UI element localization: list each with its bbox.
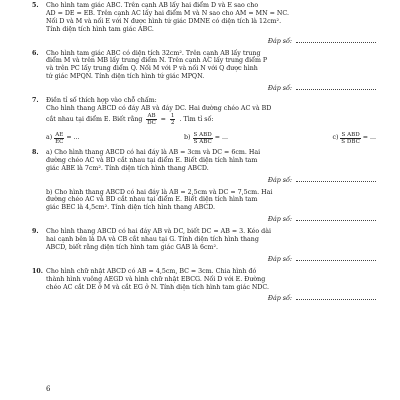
problem-text-line: Cho hình thang ABCD có đáy AB và đáy DC. Hai đường chéo AC và BD bbox=[46, 104, 272, 112]
problem-7 bbox=[32, 97, 376, 145]
page-number: 6 bbox=[46, 385, 51, 394]
answer-line bbox=[46, 175, 376, 185]
problem-number: 6. bbox=[32, 49, 39, 57]
answer-blank[interactable] bbox=[296, 293, 376, 300]
problem-8 bbox=[32, 148, 376, 224]
problem-text-line: ABCD, biết rằng diện tích hình tam giác GAB là 6cm². bbox=[46, 243, 218, 251]
answer-blank[interactable] bbox=[296, 83, 376, 90]
problem-9 bbox=[32, 228, 376, 264]
problem-text-line: chéo AC cắt DE ở M và cắt EG ở N. Tính diện tích hình tam giác NDC. bbox=[46, 283, 270, 291]
fraction-numerator: 1 bbox=[170, 112, 175, 119]
problem-text-line: Cho hình thang ABCD có hai đáy AB và DC, biết DC = AB = 3. Kéo dài bbox=[46, 228, 271, 236]
option-blank: = ... bbox=[214, 134, 229, 142]
fraction-denominator: EC bbox=[55, 138, 64, 145]
answer-label: Đáp số: bbox=[267, 216, 292, 224]
problem-text-line: AD = DE = EB. Trên cạnh AC lấy hai điểm M và N sao cho AM = MN = NC. bbox=[46, 9, 289, 17]
problem-text-line: đường chéo AC và BD cắt nhau tại điểm E. Biết diện tích hình tam bbox=[46, 156, 258, 164]
option-fraction bbox=[193, 132, 213, 145]
problem-10 bbox=[32, 267, 376, 304]
answer-line bbox=[46, 254, 376, 264]
problem-text-line: điểm M và trên MB lấy trung điểm N. Trên cạnh AC lấy trung điểm P bbox=[46, 57, 268, 65]
problem-text-line: b) Cho hình thang ABCD có hai đáy là AB = 2,5cm và DC = 7,5cm. Hai bbox=[46, 188, 273, 196]
problem-text-line: Điền tỉ số thích hợp vào chỗ chấm: bbox=[46, 97, 157, 105]
answer-line bbox=[46, 214, 376, 224]
answer-blank[interactable] bbox=[296, 214, 376, 221]
answer-label: Đáp số: bbox=[267, 176, 292, 184]
problem-text-line: và trên PC lấy trung điểm Q. Nối M với P và nối N với Q được hình bbox=[46, 65, 258, 73]
option-label: b) bbox=[184, 134, 191, 142]
fraction-numerator: AE bbox=[55, 131, 64, 138]
problem-text-line: giác ABE là 7cm². Tính diện tích hình thang ABCD. bbox=[46, 164, 209, 172]
fraction-denominator: S DBC bbox=[341, 138, 360, 145]
problem-text: . Tìm tỉ số: bbox=[179, 115, 214, 123]
problem-number: 9. bbox=[32, 228, 39, 236]
answer-line bbox=[46, 36, 376, 46]
equals-sign: = bbox=[160, 115, 166, 123]
fraction-numerator: S ABD bbox=[193, 131, 212, 138]
problem-8a bbox=[46, 149, 376, 185]
answer-label: Đáp số: bbox=[267, 255, 292, 263]
fraction-denominator: DC bbox=[147, 119, 156, 126]
problem-number: 8. bbox=[32, 148, 39, 156]
problem-text-line: tứ giác MPQN. Tính diện tích hình tứ giác MPQN. bbox=[46, 73, 205, 81]
problem-text-line: Cho hình tam giác ABC có diện tích 32cm². Trên cạnh AB lấy trung bbox=[46, 49, 261, 57]
problem-text: cắt nhau tại điểm E. Biết rằng bbox=[46, 115, 143, 123]
option-a[interactable] bbox=[46, 132, 80, 145]
option-blank: = ... bbox=[362, 134, 376, 142]
problem-text-line: a) Cho hình thang ABCD có hai đáy là AB = 3cm và DC = 6cm. Hai bbox=[46, 148, 261, 156]
problem-text-line: giác BEC là 4,5cm². Tính diện tích hình thang ABCD. bbox=[46, 204, 216, 212]
answer-blank[interactable] bbox=[296, 254, 376, 261]
ratio-options bbox=[46, 132, 376, 145]
answer-label: Đáp số: bbox=[267, 295, 292, 303]
fraction-denominator: S ABC bbox=[193, 138, 212, 145]
problem-text-line: Cho hình chữ nhật ABCD có AB = 4,5cm, BC = 3cm. Chia hình đó bbox=[46, 267, 257, 275]
problem-number: 7. bbox=[32, 97, 39, 105]
option-blank: = ... bbox=[66, 134, 80, 142]
answer-label: Đáp số: bbox=[267, 85, 292, 93]
problem-number: 10. bbox=[32, 267, 43, 275]
option-c[interactable] bbox=[332, 132, 376, 145]
answer-label: Đáp số: bbox=[267, 37, 292, 45]
answer-line bbox=[46, 293, 376, 303]
option-label: a) bbox=[46, 134, 53, 142]
answer-line bbox=[46, 83, 376, 93]
problem-6 bbox=[32, 49, 376, 94]
option-b[interactable] bbox=[184, 132, 228, 145]
problem-text-line bbox=[46, 113, 376, 126]
problem-8b bbox=[46, 189, 376, 225]
problem-text-line: Tính diện tích hình tam giác ABC. bbox=[46, 25, 154, 33]
option-label: c) bbox=[332, 134, 339, 142]
fraction-numerator: S ABD bbox=[341, 131, 360, 138]
fraction-numerator: AB bbox=[147, 112, 156, 119]
answer-blank[interactable] bbox=[296, 36, 376, 43]
problem-text-line: Nối D và M và nối E với N được hình tứ giác DMNE có diện tích là 12cm². bbox=[46, 17, 282, 25]
problem-5 bbox=[32, 2, 376, 46]
problem-number: 5. bbox=[32, 2, 39, 9]
answer-blank[interactable] bbox=[296, 175, 376, 182]
problem-text-line: đường chéo AC và BD cắt nhau tại điểm E. Biết diện tích hình tam bbox=[46, 196, 258, 204]
problem-text-line: thành hình vuông AEGD và hình chữ nhật EBCG. Nối D với E. Đường bbox=[46, 275, 266, 283]
ratio-value-fraction bbox=[170, 113, 176, 126]
ratio-fraction bbox=[146, 113, 156, 126]
fraction-denominator: 2 bbox=[170, 119, 175, 126]
option-fraction bbox=[340, 132, 360, 145]
option-fraction bbox=[54, 132, 64, 145]
problem-text-line: hai cạnh bên là DA và CB cắt nhau tại G. Tính diện tích hình thang bbox=[46, 236, 259, 244]
problem-text-line: Cho hình tam giác ABC. Trên cạnh AB lấy hai điểm D và E sao cho bbox=[46, 2, 259, 9]
